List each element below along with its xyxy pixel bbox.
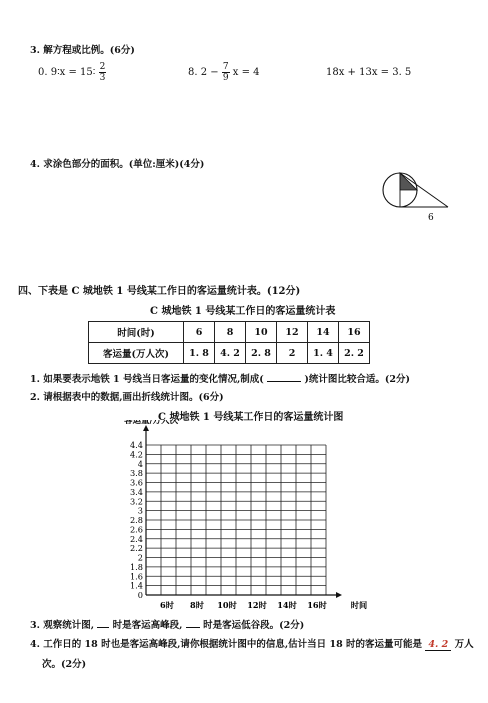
chart-title: C 城地铁 1 号线某工作日的客运量统计图 [158,412,344,423]
table-row [89,322,370,343]
equation-2-left: 8. 2 − [188,67,219,78]
table-title: C 城地铁 1 号线某工作日的客运量统计表 [150,306,336,317]
equation-3: 18x + 13x = 3. 5 [326,67,412,78]
y-tick-label: 2.8 [129,515,143,525]
x-axis-arrow [336,592,342,598]
x-tick-label: 12时 [247,600,267,610]
fraction-numerator: 2 [99,62,106,72]
ridership-table [88,321,370,364]
line-chart [110,420,370,620]
y-tick-label: 0 [137,590,143,600]
y-tick-label: 4 [137,458,143,469]
q3-header [30,42,135,56]
fraction-7-9 [222,62,230,83]
subquestion-text: 时是客运低谷段。(2分) [203,620,305,631]
table-row-header: 时间(时) [89,322,184,343]
answer-blank[interactable] [425,639,451,651]
subquestion-text: 观察统计图, [43,620,95,631]
fraction-denominator: 3 [99,73,106,83]
fraction-2-3 [99,62,107,83]
y-tick-label: 3.2 [129,496,143,507]
x-tick-label: 16时 [307,600,327,610]
subquestion-text: 请根据表中的数据,画出折线统计图。(6分) [43,392,224,403]
y-axis-label: 客运量/万人次 [124,420,179,426]
answer-blank[interactable] [267,381,301,382]
q3-number: 3. [30,45,40,56]
y-tick-label: 3.8 [129,468,143,479]
x-tick-label: 14时 [277,600,297,610]
subquestion-text: 如果要表示地铁 1 号线当日客运量的变化情况,制成( [43,374,264,385]
subquestion-3 [30,617,304,631]
shaded-area-figure [380,170,455,225]
y-tick-label: 2 [137,552,143,563]
y-tick-label: 1.6 [129,571,143,582]
q4-number: 4. [30,159,40,170]
equation-1 [38,62,106,83]
answer-blank[interactable] [97,627,109,628]
subquestion-4 [30,636,474,651]
equation-2-right: x = 4 [232,67,260,78]
fraction-numerator: 7 [222,62,229,72]
subquestion-4-continued: 次。(2分) [42,659,87,670]
table-cell: 1. 4 [308,343,339,364]
q4-title: 求涂色部分的面积。(单位:厘米)(4分) [43,159,205,170]
x-tick-label: 时间 [350,600,368,610]
subquestion-1 [30,371,410,385]
fraction-denominator: 9 [222,73,229,83]
y-tick-label: 2.4 [129,533,143,544]
y-tick-label: 3 [137,505,143,516]
table-row [89,343,370,364]
subquestion-text: )统计图比较合适。(2分) [304,374,410,385]
x-tick-label: 6时 [160,600,174,610]
line-chart-svg [110,420,370,616]
table-cell: 2 [277,343,308,364]
subquestion-number: 2. [30,392,40,403]
table-cell: 6 [184,322,215,343]
y-tick-label: 2.6 [129,524,143,535]
table-cell: 4. 2 [215,343,246,364]
subquestion-text: 工作日的 18 时也是客运高峰段,请你根据统计图中的信息,估计当日 18 时的客运量可能是 [43,639,423,650]
x-tick-label: 10时 [217,600,237,610]
y-tick-label: 3.6 [129,477,143,488]
section-4-heading: 四、下表是 C 城地铁 1 号线某工作日的客运量统计表。(12分) [18,286,301,297]
y-tick-label: 1.8 [129,561,143,572]
table-row-header: 客运量(万人次) [89,343,184,364]
table-cell: 14 [308,322,339,343]
table-cell: 2. 8 [246,343,277,364]
subquestion-number: 4. [30,639,40,650]
table-cell: 2. 2 [339,343,370,364]
answer-blank[interactable] [186,627,200,628]
subquestion-text: 时是客运高峰段, [112,620,183,631]
x-tick-label: 8时 [190,600,204,610]
y-tick-label: 2.2 [129,543,143,554]
table-cell: 16 [339,322,370,343]
equation-2 [188,62,260,83]
subquestion-text: 万人 [454,639,474,650]
table-cell: 8 [215,322,246,343]
equation-1-left: 0. 9∶x = 15∶ [38,67,96,78]
subquestion-number: 3. [30,620,40,631]
dimension-label: 6 [428,213,434,223]
q4-header [30,156,204,170]
y-tick-label: 1.4 [129,580,143,591]
table-cell: 10 [246,322,277,343]
y-tick-label: 3.4 [129,486,143,497]
y-tick-label: 4.4 [129,440,143,450]
subquestion-2 [30,389,224,403]
y-tick-label: 4.2 [129,449,143,460]
table-cell: 1. 8 [184,343,215,364]
table-cell: 12 [277,322,308,343]
q3-title: 解方程或比例。(6分) [43,45,135,56]
subquestion-number: 1. [30,374,40,385]
handwritten-answer: 4. 2 [428,639,449,650]
